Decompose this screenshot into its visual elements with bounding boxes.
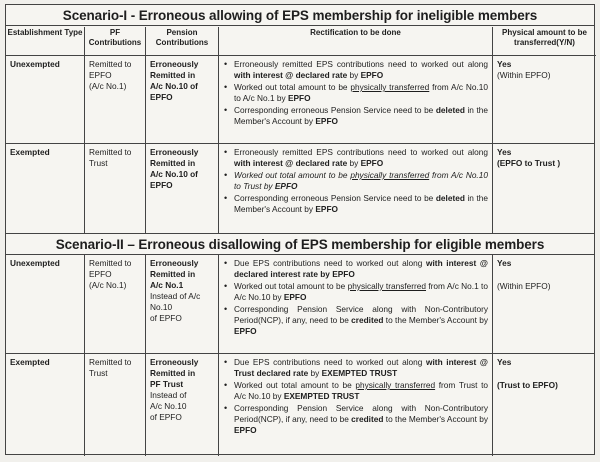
rectification-steps [219, 144, 493, 233]
establishment-type: Unexempted [6, 56, 85, 143]
pension-line: Remitted in [150, 368, 196, 378]
pension-line: Erroneously [150, 147, 199, 157]
header-pension-contributions: Pension Contributions [146, 27, 219, 56]
pf-line: (A/c No.1) [89, 81, 127, 91]
pension-line: of EPFO [150, 313, 182, 323]
physical-transfer [493, 354, 596, 456]
pf-line: Trust [89, 368, 108, 378]
establishment-type: Unexempted [6, 255, 85, 353]
pension-contributions [146, 354, 219, 456]
rectification-steps [219, 354, 493, 456]
table-row [6, 354, 594, 456]
rectification-step: • Worked out total amount to be physically transferred from A/c No.10 to A/c No.1 by EPFO [223, 82, 488, 104]
pension-line: PF Trust [150, 379, 184, 389]
pf-contributions [85, 255, 146, 353]
header-establishment-type: Establishment Type [6, 27, 85, 56]
pf-contributions [85, 56, 146, 143]
rectification-step: • Worked out total amount to be physically transferred from A/c No.10 to Trust by EPFO [223, 170, 488, 192]
table-row [6, 56, 594, 144]
scenario-1-title: Scenario-I - Erroneous allowing of EPS membership for ineligible members [6, 7, 594, 26]
pension-line: A/c No.10 of [150, 81, 198, 91]
rectification-step: • Corresponding erroneous Pension Service need to be deleted in the Member's Account by EPFO [223, 105, 488, 127]
pension-line: Erroneously [150, 258, 199, 268]
pf-line: Trust [89, 158, 108, 168]
header-physical-amount: Physical amount to be transferred(Y/N) [493, 27, 596, 56]
pf-contributions [85, 144, 146, 233]
pf-line: Remitted to [89, 147, 132, 157]
rectification-step: • Erroneously remitted EPS contributions need to worked out along with interest @ declared rate by EPFO [223, 59, 488, 81]
rectification-step: • Corresponding Pension Service along with Non-Contributory Period(NCP), if any, need to be credited to the Member's Account by EPFO [223, 304, 488, 337]
pension-line: Instead of [150, 390, 187, 400]
pf-line: EPFO [89, 70, 112, 80]
physical-answer: Yes [497, 258, 512, 268]
physical-answer: Yes [497, 147, 512, 157]
pf-line: Remitted to [89, 357, 132, 367]
table-row [6, 144, 594, 233]
rectification-step: • Corresponding erroneous Pension Service need to be deleted in the Member's Account by EPFO [223, 193, 488, 215]
pension-line: Instead of A/c [150, 291, 201, 301]
pension-contributions [146, 255, 219, 353]
pension-line: A/c No.1 [150, 280, 184, 290]
table-row [6, 255, 594, 354]
pension-line: of EPFO [150, 412, 182, 422]
pension-line: Remitted in [150, 70, 196, 80]
physical-answer: Yes [497, 59, 512, 69]
pf-line: Remitted to [89, 258, 132, 268]
physical-answer: Yes [497, 357, 512, 367]
rectification-steps [219, 56, 493, 143]
physical-transfer [493, 56, 596, 143]
scenario-2-title: Scenario-II – Erroneous disallowing of EPS membership for eligible members [6, 233, 594, 255]
pf-contributions [85, 354, 146, 456]
establishment-type: Exempted [6, 144, 85, 233]
pension-line: Erroneously [150, 59, 199, 69]
establishment-type: Exempted [6, 354, 85, 456]
rectification-step: • Corresponding Pension Service along with Non-Contributory Period(NCP), if any, need to be credited to the Member's Account by EPFO [223, 403, 488, 436]
pension-line: EPFO [150, 180, 173, 190]
physical-detail: (Within EPFO) [497, 281, 551, 291]
pension-line: Remitted in [150, 158, 196, 168]
physical-detail: (EPFO to Trust ) [497, 158, 561, 168]
pension-line: A/c No.10 of [150, 169, 198, 179]
physical-transfer [493, 255, 596, 353]
pf-line: Remitted to [89, 59, 132, 69]
pension-line: Remitted in [150, 269, 196, 279]
physical-detail: (Trust to EPFO) [497, 380, 558, 390]
rectification-step: • Due EPS contributions need to worked out along with interest @ declared interest rate by EPFO [223, 258, 488, 280]
pf-line: EPFO [89, 269, 112, 279]
pension-line: EPFO [150, 92, 173, 102]
rectification-step: • Erroneously remitted EPS contributions need to worked out along with interest @ declared rate by EPFO [223, 147, 488, 169]
pension-contributions [146, 56, 219, 143]
document-page [5, 4, 595, 455]
physical-detail: (Within EPFO) [497, 70, 551, 80]
rectification-steps [219, 255, 493, 353]
physical-transfer [493, 144, 596, 233]
header-rectification: Rectification to be done [219, 27, 493, 56]
pension-contributions [146, 144, 219, 233]
rectification-step: • Worked out total amount to be physically transferred from Trust to A/c No.10 by EXEMPTED TRUST [223, 380, 488, 402]
pension-line: A/c No.10 [150, 401, 187, 411]
rectification-step: • Due EPS contributions need to worked out along with interest @ Trust declared rate by EXEMPTED TRUST [223, 357, 488, 379]
header-pf-contributions: PF Contributions [85, 27, 146, 56]
rectification-step: • Worked out total amount to be physically transferred from A/c No.1 to A/c No.10 by EPFO [223, 281, 488, 303]
pension-line: No.10 [150, 302, 173, 312]
pf-line: (A/c No.1) [89, 280, 127, 290]
pension-line: Erroneously [150, 357, 199, 367]
